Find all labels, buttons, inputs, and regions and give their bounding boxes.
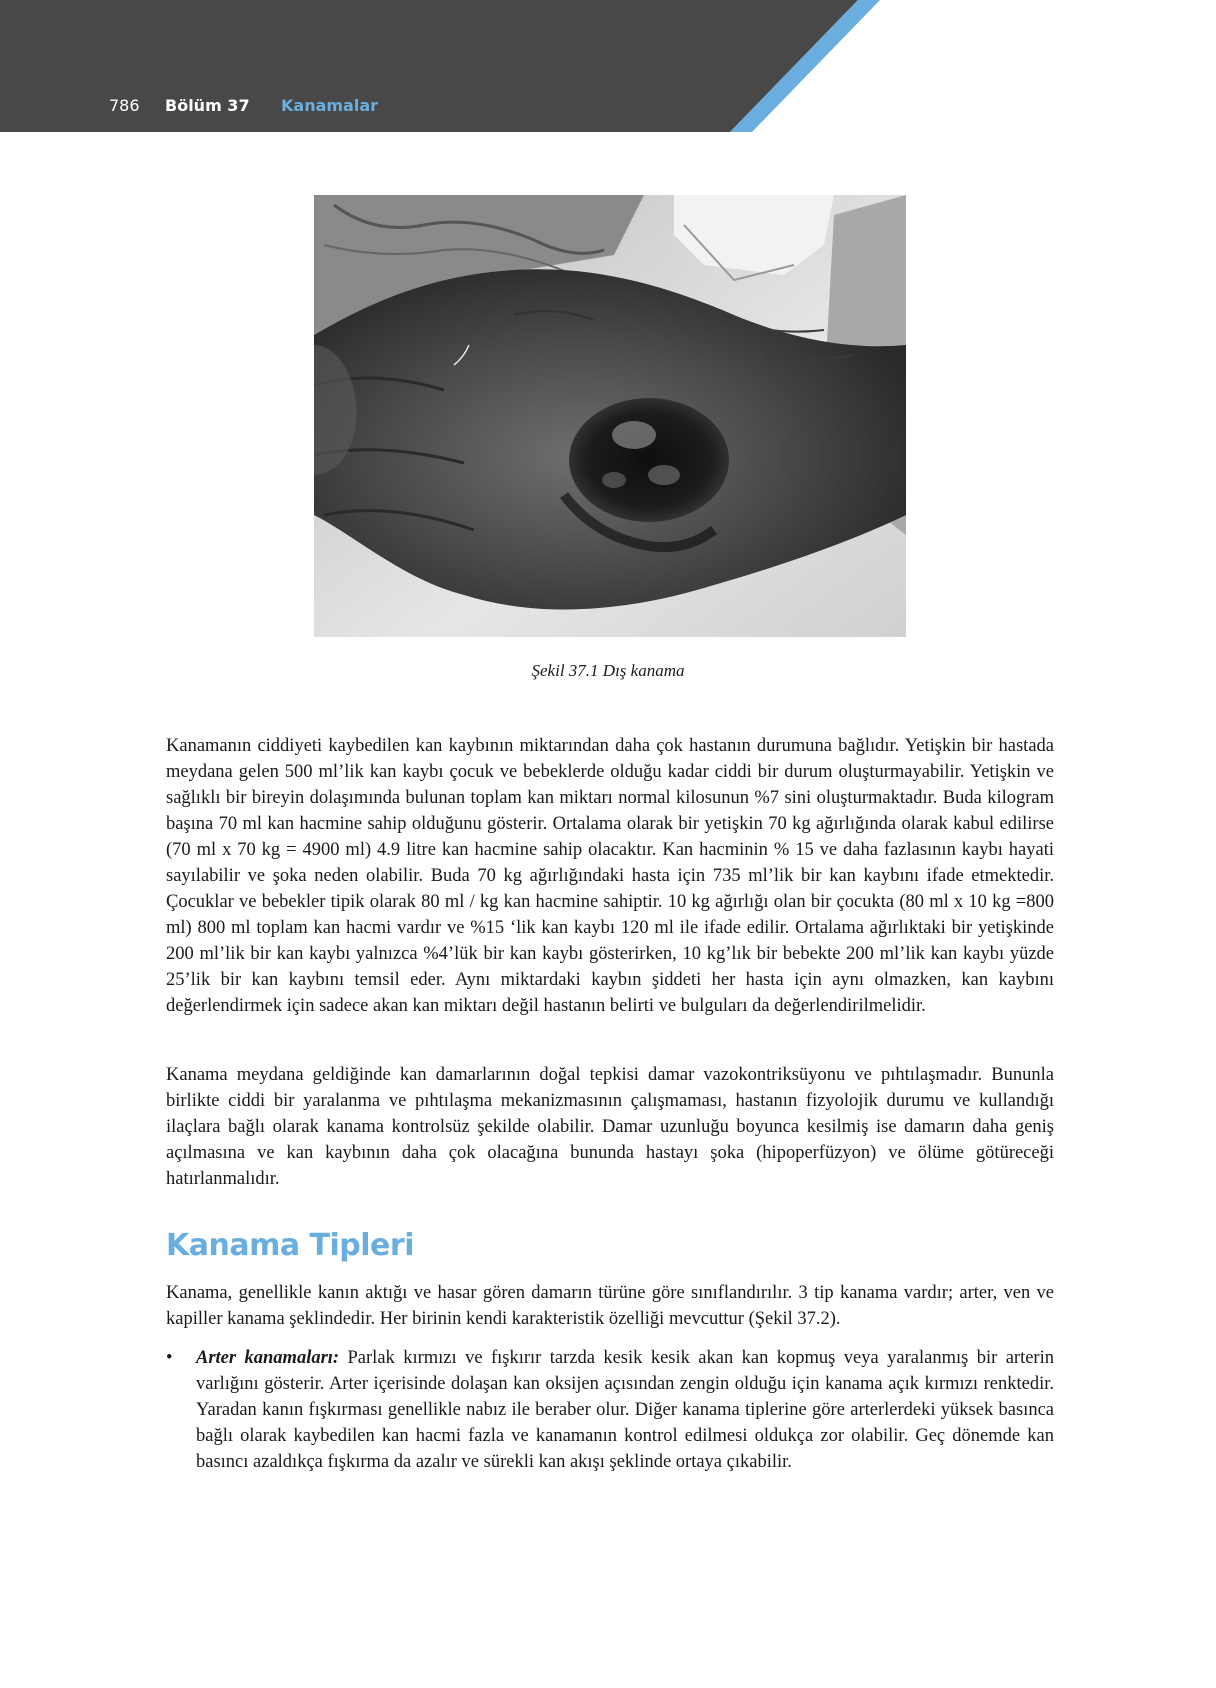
chapter-label: Bölüm 37 <box>165 96 250 115</box>
chapter-title: Kanamalar <box>281 96 379 115</box>
bullet-list <box>166 1345 1054 1475</box>
page-number: 786 <box>109 96 140 115</box>
list-item <box>196 1345 1054 1475</box>
section-intro: Kanama, genellikle kanın aktığı ve hasar gören damarın türüne göre sınıflandırılır. 3 tip kanama vardır; arter, ven ve kapiller kanama şeklindedir. Her birinin kendi karakteristik özelliği mevcuttur (Şekil 37.2). <box>166 1283 1054 1329</box>
page-header <box>0 0 1216 132</box>
bullet-text: Parlak kırmızı ve fışkırır tarzda kesik kesik akan kan kopmuş veya yaralanmış bir arterin varlığını gösterir. Arter içerisinde dolaşan kan oksijen açısından zengin olduğu için kanama açık kırmızı renktedir. Yaradan kanın fışkırması genellikle nabız ile beraber olur. Diğer kanama tiplerine göre arterlerdeki yüksek basınca bağlı olarak kaybedilen kan hacmi fazla ve kanamanın kontrol edilmesi oldukça zor olabilir. Geç dönemde kan basıncı azaldıkça fışkırma da azalır ve sürekli kan akışı şeklinde ortaya çıkabilir. <box>196 1348 1054 1472</box>
paragraph-severity: Kanamanın ciddiyeti kaybedilen kan kaybının miktarından daha çok hastanın durumuna bağlıdır. Yetişkin bir hastada meydana gelen 500 ml’lik kan kaybı çocuk ve bebeklerde olduğu kadar ciddi bir durum oluşturmayabilir. Yetişkin ve sağlıklı bir bireyin dolaşımında bulunan toplam kan miktarı normal kilosunun %7 sini oluşturmaktadır. Buda kilogram başına 70 ml kan hacmine sahip olduğunu gösterir. Ortalama olarak bir yetişkin 70 kg ağırlığında olarak kabul edilirse (70 ml x 70 kg = 4900 ml) 4.9 litre kan hacmine sahip olacaktır. Kan hacminin % 15 ve daha fazlasının kaybı hayati sayılabilir ve şoka neden olabilir. Buda 70 kg ağırlığındaki hasta için 735 ml’lik bir kan kaybını ifade etmektedir. Çocuklar ve bebekler tipik olarak 80 ml / kg kan hacmine sahiptir. 10 kg ağırlığı olan bir çocukta (80 ml x 10 kg =800 ml) 800 ml toplam kan hacmi vardır ve %15 ‘lik kan kaybı 120 ml ile ifade edilir. Ortalama ağırlıktaki bir yetişkinde 200 ml’lik bir kan kaybı yalnızca %4’lük bir kan kaybı gösterirken, 10 kg’lık bir bebekte 200 ml’lik kan kaybı yüzde 25’lik bir kan kaybını temsil eder. Aynı miktardaki kaybın şiddeti her hasta için aynı olmazken, kan kaybını değerlendirmek için sadece akan kan miktarı değil hastanın belirti ve bulguları da değerlendirilmelidir. <box>166 736 1054 1016</box>
figure-photo <box>314 195 906 637</box>
bullet-marker: • <box>166 1348 173 1368</box>
section-heading: Kanama Tipleri <box>166 1228 414 1263</box>
paragraph-response: Kanama meydana geldiğinde kan damarlarının doğal tepkisi damar vazokontriksüyonu ve pıhtılaşmadır. Bununla birlikte ciddi bir yaralanma ve pıhtılaşma mekanizmasının çalışmaması, hastanın fizyolojik durumu ve kullandığı ilaçlara bağlı olarak kanama kontrolsüz şekilde olabilir. Damar uzunluğu boyunca kesilmiş ise damarın daha geniş açılmasına ve kan kaybının daha çok olacağına bununda hastayı şoka (hipoperfüzyon) ve ölüme götüreceği hatırlanmalıdır. <box>166 1065 1054 1189</box>
figure-caption: Şekil 37.1 Dış kanama <box>531 661 685 680</box>
bullet-term: Arter kanamaları: <box>196 1348 340 1368</box>
photo-wounded-hand-icon <box>314 195 906 637</box>
